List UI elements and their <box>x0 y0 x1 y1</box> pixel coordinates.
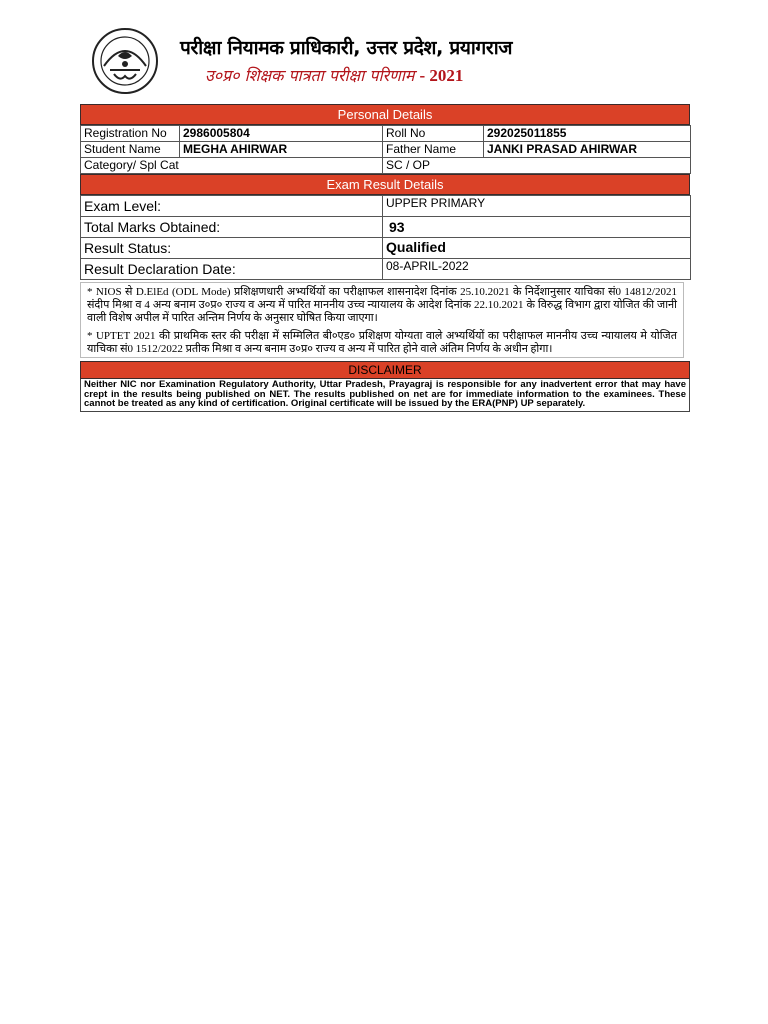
disclaimer-heading: DISCLAIMER <box>80 361 690 379</box>
exam-result-table <box>80 195 691 280</box>
table-row <box>81 217 691 238</box>
authority-title: परीक्षा नियामक प्राधिकारी, उत्तर प्रदेश, प्रयागराज <box>180 37 513 59</box>
father-name-label: Father Name <box>383 142 484 158</box>
page-header <box>0 0 768 100</box>
student-name-label: Student Name <box>81 142 180 158</box>
subtitle-year: - 2021 <box>419 66 464 85</box>
table-row <box>81 259 691 280</box>
declaration-date-label: Result Declaration Date: <box>81 259 383 280</box>
table-row <box>81 238 691 259</box>
registration-value: 2986005804 <box>180 126 383 142</box>
table-row <box>81 158 691 174</box>
exam-level-value: UPPER PRIMARY <box>383 196 691 217</box>
result-status-value: Qualified <box>383 238 691 259</box>
disclaimer-text: Neither NIC nor Examination Regulatory Authority, Uttar Pradesh, Prayagraj is responsible for any inadvertent error that may have crept in the results being published on NET. The results published on net are for immediate information to the examinees. These cannot be treated as any kind of certification. Original certificate will be issued by the ERA(PNP) UP separately. <box>80 379 690 412</box>
category-label: Category/ Spl Cat <box>81 158 383 174</box>
category-value: SC / OP <box>383 158 691 174</box>
up-state-emblem-icon <box>90 26 160 96</box>
exam-result-heading: Exam Result Details <box>80 174 690 195</box>
roll-value: 292025011855 <box>484 126 691 142</box>
notice-paragraph-uptet: * UPTET 2021 की प्राथमिक स्तर की परीक्षा में सम्मिलित बी०एड० प्रशिक्षण योग्यता वाले अभ्यर्थियों का परीक्षाफल माननीय उच्च न्यायालय मे योजित याचिका सं0 1512/2022 प्रतीक मिश्रा व अन्य बनाम उ०प्र० राज्य व अन्य में पारित होने वाले अंतिम निर्णय के अधीन होगा। <box>87 330 677 355</box>
result-card <box>80 104 690 412</box>
registration-label: Registration No <box>81 126 180 142</box>
total-marks-value: 93 <box>383 217 691 238</box>
result-subtitle <box>205 64 463 86</box>
declaration-date-value: 08-APRIL-2022 <box>383 259 691 280</box>
father-name-value: JANKI PRASAD AHIRWAR <box>484 142 691 158</box>
roll-label: Roll No <box>383 126 484 142</box>
personal-details-table <box>80 125 691 174</box>
notice-box <box>80 282 684 358</box>
table-row <box>81 126 691 142</box>
notice-paragraph-nios: * NIOS से D.ElEd (ODL Mode) प्रशिक्षणधारी अभ्यर्थियों का परीक्षाफल शासनादेश दिनांक 25.10.2021 के निर्देशानुसार याचिका सं0 14812/2021 संदीप मिश्रा व 4 अन्य बनाम उ०प्र० राज्य व अन्य में पारित माननीय उच्च न्यायालय के आदेश दिनांक 22.10.2021 के विरुद्ध विभाग द्वारा योजित की जानी वाली विशेष अपील में पारित अन्तिम निर्णय के अनुसार घोषित किया जाएगा। <box>87 286 677 324</box>
personal-details-heading: Personal Details <box>80 104 690 125</box>
table-row <box>81 196 691 217</box>
result-status-label: Result Status: <box>81 238 383 259</box>
total-marks-label: Total Marks Obtained: <box>81 217 383 238</box>
student-name-value: MEGHA AHIRWAR <box>180 142 383 158</box>
subtitle-text: उ०प्र० शिक्षक पात्रता परीक्षा परिणाम <box>205 66 415 85</box>
exam-level-label: Exam Level: <box>81 196 383 217</box>
table-row <box>81 142 691 158</box>
